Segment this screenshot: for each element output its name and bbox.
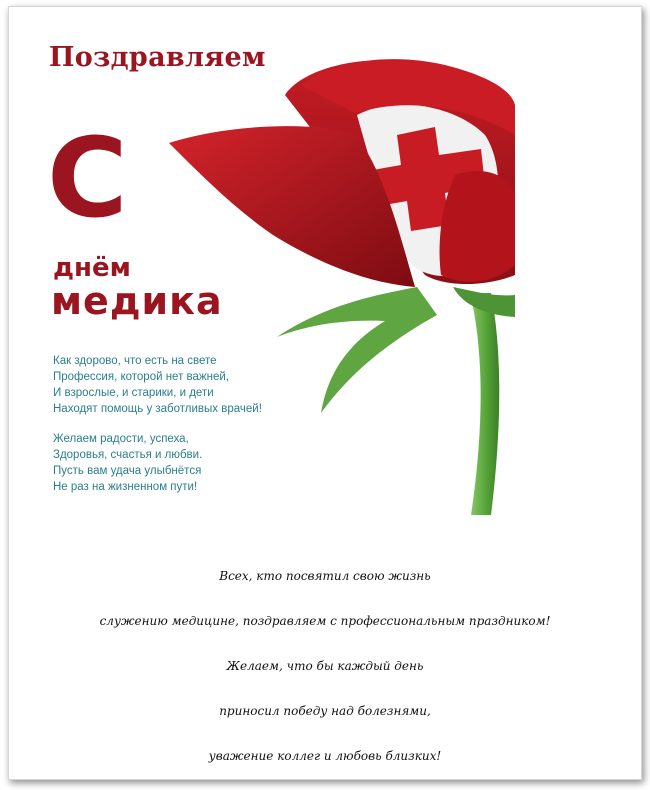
poem-line: Не раз на жизненном пути! bbox=[53, 481, 198, 493]
title-medic: медика bbox=[51, 279, 223, 323]
poem-stanza-1 bbox=[53, 353, 262, 417]
poem-line: Находят помощь у заботливых врачей! bbox=[53, 403, 262, 415]
greeting-line: уважение коллег и любовь близких! bbox=[208, 749, 442, 763]
poem-line: И взрослые, и старики, и дети bbox=[53, 387, 214, 399]
rose-stem bbox=[470, 293, 499, 515]
rose-right-petal bbox=[440, 171, 515, 282]
document-page bbox=[8, 6, 642, 780]
greeting-line: служению медицине, поздравляем с профессиональным праздником! bbox=[99, 614, 551, 628]
title-day: днём bbox=[53, 253, 131, 283]
poem-line: Как здорово, что есть на свете bbox=[53, 355, 217, 367]
poem-line: Пусть вам удача улыбнётся bbox=[53, 465, 202, 477]
poem-line: Здоровья, счастья и любви. bbox=[53, 449, 203, 461]
poem-stanza-2 bbox=[53, 431, 202, 495]
rose-sepal-left bbox=[277, 287, 437, 413]
headline-congratulate: Поздравляем bbox=[49, 42, 266, 73]
greeting-card-image bbox=[45, 25, 515, 515]
poem-line: Профессия, которой нет важней, bbox=[53, 371, 229, 383]
greeting-text bbox=[9, 569, 641, 780]
poem-line: Желаем радости, успеха, bbox=[53, 433, 189, 445]
big-letter-s: С bbox=[47, 114, 128, 242]
greeting-line: приносил победу над болезнями, bbox=[219, 704, 431, 718]
greeting-line: Желаем, что бы каждый день bbox=[226, 659, 424, 673]
greeting-line: Всех, кто посвятил свою жизнь bbox=[219, 569, 431, 583]
